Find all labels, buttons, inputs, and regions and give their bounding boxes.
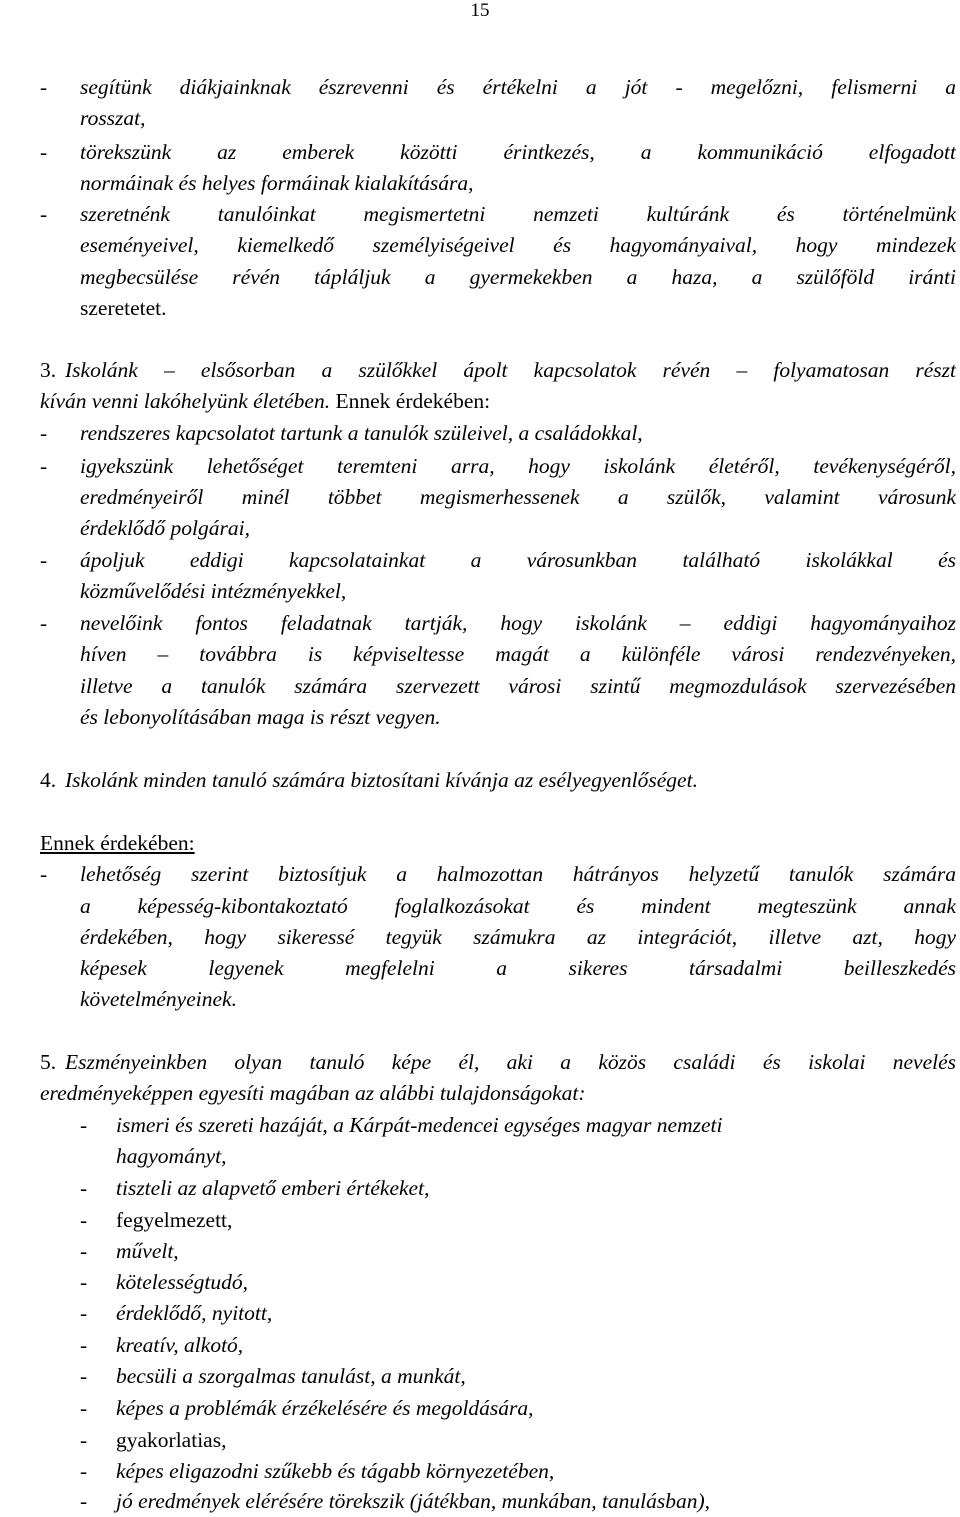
list-item-text: fegyelmezett, — [116, 1208, 233, 1232]
list-item-text: normáinak és helyes formáinak kialakítására, — [80, 171, 474, 195]
list-item — [0, 608, 960, 639]
bullet-dash: - — [40, 454, 48, 478]
bullet-dash: - — [40, 140, 48, 164]
list-item-continuation — [0, 293, 960, 324]
list-item — [0, 1393, 960, 1424]
list-item-continuation — [0, 262, 960, 293]
list-item-text: hagyományt, — [116, 1144, 227, 1168]
section-5-heading-line-2 — [0, 1078, 960, 1109]
list-item — [0, 1486, 960, 1517]
list-item-text: érdekében, hogy sikeressé tegyük számukra az integrációt, illetve azt, hogy — [80, 925, 956, 949]
bullet-dash: - — [80, 1208, 88, 1232]
list-item-continuation — [0, 639, 960, 670]
list-item-continuation — [0, 230, 960, 261]
list-item-text: kreatív, alkotó, — [116, 1333, 244, 1357]
section-5-heading — [0, 1047, 960, 1078]
list-item — [0, 451, 960, 482]
list-item — [0, 1361, 960, 1392]
list-item — [0, 1110, 960, 1141]
list-item — [0, 1173, 960, 1204]
list-item-text: ápoljuk eddigi kapcsolatainkat a városunkban található iskolákkal és — [80, 548, 956, 572]
bullet-dash: - — [80, 1364, 88, 1388]
list-item-text: szeretnénk tanulóinkat megismertetni nemzeti kultúránk és történelmünk — [80, 202, 956, 226]
list-item — [0, 859, 960, 890]
list-item-text: segítünk diákjainknak észrevenni és értékelni a jót - megelőzni, felismerni a — [80, 75, 956, 99]
list-item-text: jó eredmények elérésére törekszik (játékban, munkában, tanulásban), — [116, 1489, 711, 1513]
list-item-continuation — [0, 984, 960, 1015]
list-item-text: illetve a tanulók számára szervezett városi szintű megmozdulások szervezésében — [80, 674, 956, 698]
list-item — [0, 1205, 960, 1236]
list-item-text: eseményeivel, kiemelkedő személyiségeivel és hagyományaival, hogy mindezek — [80, 233, 956, 257]
section-3-heading — [0, 355, 960, 386]
list-item-text: törekszünk az emberek közötti érintkezés, a kommunikáció elfogadott — [80, 140, 956, 164]
section-text: eredményeképpen egyesíti magában az alábbi tulajdonságokat: — [40, 1081, 586, 1105]
list-item-continuation — [0, 513, 960, 544]
list-item — [0, 72, 960, 103]
list-item-text: közművelődési intézményekkel, — [80, 579, 347, 603]
bullet-dash: - — [80, 1333, 88, 1357]
section-4-subheading — [0, 828, 960, 859]
list-item-text: lehetőség szerint biztosítjuk a halmozottan hátrányos helyzetű tanulók számára — [80, 862, 956, 886]
list-item-continuation — [0, 702, 960, 733]
list-item — [0, 1267, 960, 1298]
section-number: 3. — [40, 358, 57, 382]
bullet-dash: - — [80, 1459, 88, 1483]
list-item-text: szeretetet. — [80, 296, 167, 320]
section-number: 5. — [40, 1050, 57, 1074]
list-item — [0, 1330, 960, 1361]
section-3-heading-line-2 — [0, 386, 960, 417]
list-item-text: képes eligazodni szűkebb és tágabb környezetében, — [116, 1459, 555, 1483]
bullet-dash: - — [80, 1176, 88, 1200]
section-subheading: Ennek érdekében: — [40, 831, 195, 855]
list-item-text: nevelőink fontos feladatnak tartják, hogy iskolánk – eddigi hagyományaihoz — [80, 611, 956, 635]
list-item — [0, 1456, 960, 1487]
list-item — [0, 1298, 960, 1329]
bullet-dash: - — [40, 862, 48, 886]
bullet-dash: - — [40, 421, 48, 445]
list-item-continuation — [0, 482, 960, 513]
list-item-text: képes a problémák érzékelésére és megoldására, — [116, 1396, 534, 1420]
bullet-dash: - — [80, 1396, 88, 1420]
list-item-text: becsüli a szorgalmas tanulást, a munkát, — [116, 1364, 466, 1388]
list-item-text: igyekszünk lehetőséget teremteni arra, hogy iskolánk életéről, tevékenységéről, — [80, 454, 956, 478]
list-item-continuation — [0, 953, 960, 984]
list-item-text: és lebonyolításában maga is részt vegyen. — [80, 705, 441, 729]
bullet-dash: - — [40, 611, 48, 635]
list-item — [0, 1236, 960, 1267]
list-item-text: a képesség-kibontakoztató foglalkozásokat és mindent megteszünk annak — [80, 894, 956, 918]
bullet-dash: - — [80, 1428, 88, 1452]
list-item-text: képesek legyenek megfelelni a sikeres társadalmi beilleszkedés — [80, 956, 956, 980]
list-item-continuation — [0, 891, 960, 922]
list-item-continuation — [0, 922, 960, 953]
bullet-dash: - — [80, 1239, 88, 1263]
bullet-dash: - — [80, 1489, 88, 1513]
list-item-text: érdeklődő polgárai, — [80, 516, 250, 540]
list-item-text: tiszteli az alapvető emberi értékeket, — [116, 1176, 430, 1200]
list-item-text: követelményeinek. — [80, 987, 237, 1011]
section-number: 4. — [40, 768, 57, 792]
list-item-text: rosszat, — [80, 106, 146, 130]
section-text: Iskolánk minden tanuló számára biztosítani kívánja az esélyegyenlőséget. — [65, 768, 698, 792]
list-item-text: művelt, — [116, 1239, 179, 1263]
section-text: Iskolánk – elsősorban a szülőkkel ápolt kapcsolatok révén – folyamatosan részt — [65, 358, 956, 382]
list-item-continuation — [0, 103, 960, 134]
list-item-text: híven – továbbra is képviseltesse magát a különféle városi rendezvényeken, — [80, 642, 956, 666]
list-item — [0, 199, 960, 230]
bullet-dash: - — [80, 1270, 88, 1294]
list-item-text: rendszeres kapcsolatot tartunk a tanulók szüleivel, a családokkal, — [80, 421, 643, 445]
section-text: Eszményeinkben olyan tanuló képe él, aki a közös családi és iskolai nevelés — [65, 1050, 956, 1074]
section-text: kíván venni lakóhelyünk életében. — [40, 389, 331, 413]
list-item-text: gyakorlatias, — [116, 1428, 227, 1452]
list-item-text: ismeri és szereti hazáját, a Kárpát-medencei egységes magyar nemzeti — [116, 1113, 723, 1137]
bullet-dash: - — [40, 202, 48, 226]
list-item-text: eredményeiről minél többet megismerhessenek a szülők, valamint városunk — [80, 485, 956, 509]
list-item — [0, 137, 960, 168]
list-item-text: érdeklődő, nyitott, — [116, 1301, 273, 1325]
bullet-dash: - — [40, 548, 48, 572]
list-item — [0, 418, 960, 449]
bullet-dash: - — [40, 75, 48, 99]
section-4-heading — [0, 765, 960, 796]
page-number: 15 — [470, 0, 490, 21]
list-item — [0, 545, 960, 576]
section-subheading: Ennek érdekében: — [330, 389, 491, 413]
list-item-text: megbecsülése révén tápláljuk a gyermekekben a haza, a szülőföld iránti — [80, 265, 956, 289]
bullet-dash: - — [80, 1113, 88, 1137]
list-item-continuation — [0, 576, 960, 607]
list-item-continuation — [0, 671, 960, 702]
list-item — [0, 1425, 960, 1456]
bullet-dash: - — [80, 1301, 88, 1325]
list-item-continuation — [0, 1141, 960, 1172]
list-item-continuation — [0, 168, 960, 199]
list-item-text: kötelességtudó, — [116, 1270, 248, 1294]
